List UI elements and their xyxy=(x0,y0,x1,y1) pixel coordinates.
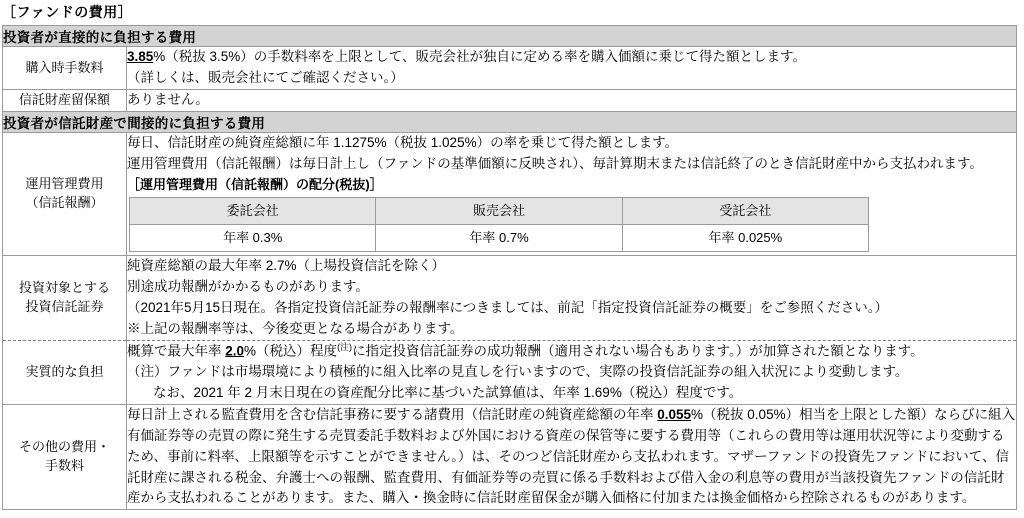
other-fees-text-part2: %（税抜 0.05%）相当を上限とした額）ならびに組入有価証券等の売買の際に発生する売買委託手数料および外国における資産の保管等に要する費用等（これらの費用等は運用状況等により変動するため、事前に料率、上限額等を示すことができません。）は、そのつど信託財産から支払われます。マザーファンドの投資先ファンドにおいて、信託財産に課される税金、弁護士への報酬、監査費用、有価証券等の売買に係る手数料および借入金の利息等の費用が当該投資先ファンドの信託財産から支払われることがあります。また、購入・換金時に信託財産留保金が購入価格に付加または換金価格から控除されるものがあります。 xyxy=(127,406,1016,506)
allocation-value-row xyxy=(130,224,869,251)
row-body-other-fees xyxy=(127,404,1017,510)
table-row xyxy=(3,26,1017,47)
target-securities-line-4: ※上記の報酬率等は、今後変更となる場合があります。 xyxy=(127,320,464,336)
row-label-target-securities xyxy=(3,255,127,340)
allocation-value-trustee: 年率 0.025% xyxy=(622,224,868,251)
actual-burden-line-1: 概算で最大年率 2.0%（税込）程度$^{(注)}$に指定投資信託証券の成功報酬（適用されない場合もあります。）が加算された額となります。 xyxy=(127,341,924,358)
page-title: ［ファンドの費用］ xyxy=(2,4,133,20)
table-row xyxy=(3,404,1017,510)
table-row xyxy=(3,111,1017,132)
row-label-other-fees xyxy=(3,404,127,510)
actual-burden-rate: 2.0 xyxy=(225,343,245,358)
other-fees-text-part1: 毎日計上される監査費用を含む信託事務に要する諸費用（信託財産の純資産総額の年率 xyxy=(127,406,658,422)
table-row xyxy=(3,47,1017,90)
allocation-subtitle: ［運用管理費用（信託報酬）の配分(税抜)］ xyxy=(127,176,383,192)
allocation-value-distributor: 年率 0.7% xyxy=(376,224,622,251)
actual-burden-line-2: （注）ファンドは市場環境により積極的に組入比率の見直しを行いますので、実際の投資信託証券の組入状況により変動します。 xyxy=(127,363,909,379)
row-label-purchase-fee: 購入時手数料 xyxy=(3,47,127,90)
table-row xyxy=(3,132,1017,255)
allocation-header-distributor: 販売会社 xyxy=(376,197,622,224)
management-fee-label-line1: 運用管理費用 xyxy=(25,175,104,191)
row-label-management-fee xyxy=(3,132,127,255)
target-securities-line-3: （2021年5月15日現在。各指定投資信託証券の報酬率につきましては、前記「指定投資信託証券の概要」をご参照ください。） xyxy=(127,299,889,315)
management-fee-line-1: 毎日、信託財産の純資産総額に年 1.1275%（税抜 1.025%）の率を乗じて得た額とします。 xyxy=(127,134,679,150)
row-body-actual-burden xyxy=(127,340,1017,404)
row-label-actual-burden: 実質的な負担 xyxy=(3,340,127,404)
actual-burden-line-3: なお、2021 年 2 月末日現在の資産配分比率に基づいた試算値は、年率 1.69%（税込）程度です。 xyxy=(153,384,743,400)
target-securities-label-line1: 投資対象とする xyxy=(18,279,110,295)
section-header-direct: 投資者が直接的に負担する費用 xyxy=(3,26,1017,47)
other-fees-rate: 0.055 xyxy=(657,406,692,422)
allocation-table xyxy=(129,197,869,252)
purchase-fee-line-2: （詳しくは、販売会社にてご確認ください。） xyxy=(127,69,404,85)
allocation-value-trustor: 年率 0.3% xyxy=(130,224,376,251)
target-securities-line-1: 純資産総額の最大年率 2.7%（上場投資信託を除く） xyxy=(127,257,446,273)
table-row xyxy=(3,255,1017,340)
table-row xyxy=(3,340,1017,404)
allocation-header-row xyxy=(130,197,869,224)
purchase-fee-rate: 3.85 xyxy=(127,49,154,64)
row-body-purchase-fee xyxy=(127,47,1017,90)
row-body-management-fee xyxy=(127,132,1017,255)
allocation-header-trustee: 受託会社 xyxy=(622,197,868,224)
other-fees-label-line1: その他の費用・ xyxy=(18,439,110,455)
row-body-trust-retention: ありません。 xyxy=(127,89,1017,111)
row-body-target-securities xyxy=(127,255,1017,340)
management-fee-line-2: 運用管理費用（信託報酬）は毎日計上し（ファンドの基準価額に反映され）、毎計算期末または信託終了のとき信託財産中から支払われます。 xyxy=(127,155,983,171)
purchase-fee-line-1: 3.85%（税抜 3.5%）の手数料率を上限として、販売会社が独自に定める率を購入価額に乗じて得た額とします。 xyxy=(127,49,806,64)
management-fee-label-line2: （信託報酬） xyxy=(25,194,104,210)
target-securities-label-line2: 投資信託証券 xyxy=(25,298,104,314)
allocation-header-trustor: 委託会社 xyxy=(130,197,376,224)
section-header-indirect: 投資者が信託財産で間接的に負担する費用 xyxy=(3,111,1017,132)
target-securities-line-2: 別途成功報酬がかかるものがあります。 xyxy=(127,278,369,294)
other-fees-label-line2: 手数料 xyxy=(44,458,84,474)
fees-table xyxy=(2,25,1017,510)
row-label-trust-retention: 信託財産留保額 xyxy=(3,89,127,111)
footnote-marker: (注) xyxy=(337,341,353,352)
table-row xyxy=(3,89,1017,111)
